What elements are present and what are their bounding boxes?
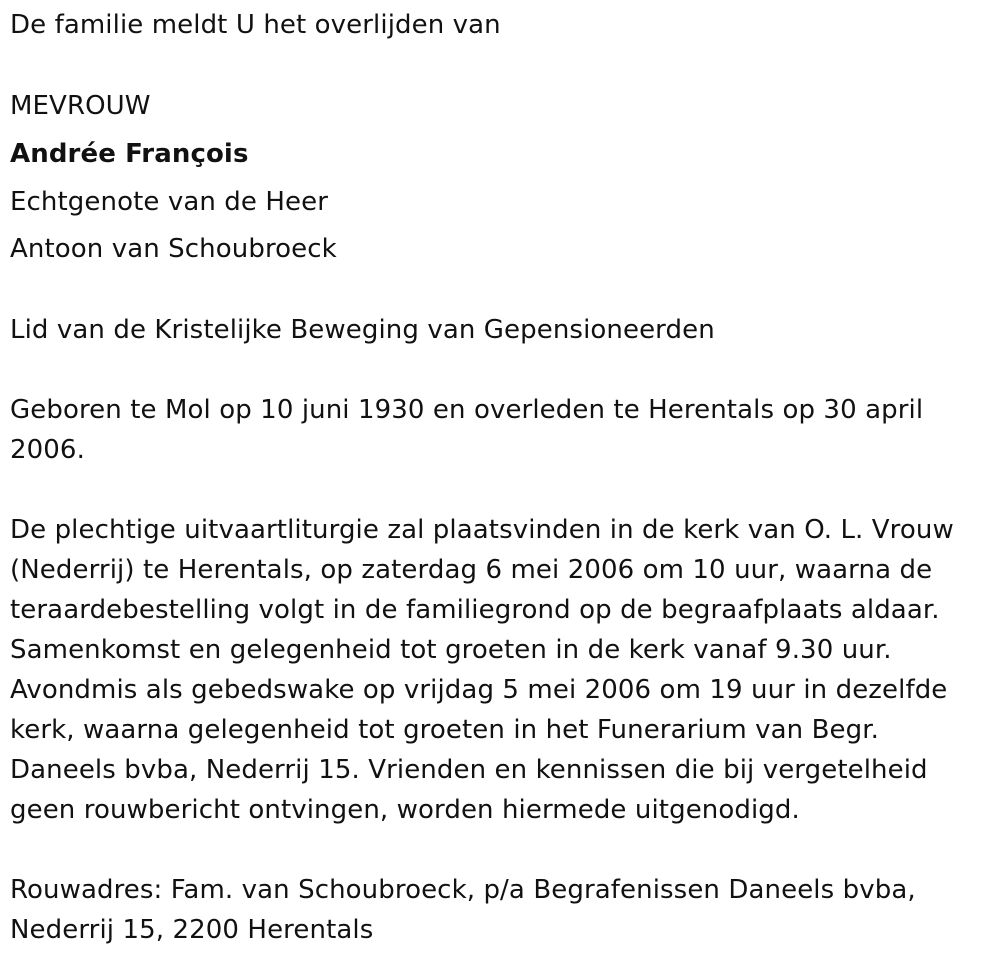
ceremony-line: kerk, waarna gelegenheid tot groeten in het Funerarium van Begr.	[10, 715, 879, 745]
birth-death-line-1: Geboren te Mol op 10 juni 1930 en overleden te Herentals op 30 april	[10, 395, 924, 425]
membership-line: Lid van de Kristelijke Beweging van Gepensioneerden	[10, 315, 715, 345]
spouse-line-1: Echtgenote van de Heer	[10, 187, 328, 217]
ceremony-line: Daneels bvba, Nederrij 15. Vrienden en kennissen die bij vergetelheid	[10, 755, 928, 785]
ceremony-line: De plechtige uitvaartliturgie zal plaatsvinden in de kerk van O. L. Vrouw	[10, 515, 954, 545]
ceremony-line: geen rouwbericht ontvingen, worden hiermede uitgenodigd.	[10, 795, 800, 825]
deceased-name: Andrée François	[10, 139, 249, 169]
address-line: Nederrij 15, 2200 Herentals	[10, 915, 374, 945]
spouse-line-2: Antoon van Schoubroeck	[10, 234, 337, 264]
address-line: Rouwadres: Fam. van Schoubroeck, p/a Begrafenissen Daneels bvba,	[10, 875, 916, 905]
honorific: MEVROUW	[10, 91, 151, 121]
ceremony-line: Samenkomst en gelegenheid tot groeten in de kerk vanaf 9.30 uur.	[10, 635, 892, 665]
ceremony-line: teraardebestelling volgt in de familiegrond op de begraafplaats aldaar.	[10, 595, 940, 625]
birth-death-line-2: 2006.	[10, 435, 85, 465]
intro-line: De familie meldt U het overlijden van	[10, 10, 501, 40]
ceremony-line: (Nederrij) te Herentals, op zaterdag 6 mei 2006 om 10 uur, waarna de	[10, 555, 933, 585]
ceremony-line: Avondmis als gebedswake op vrijdag 5 mei 2006 om 19 uur in dezelfde	[10, 675, 948, 705]
